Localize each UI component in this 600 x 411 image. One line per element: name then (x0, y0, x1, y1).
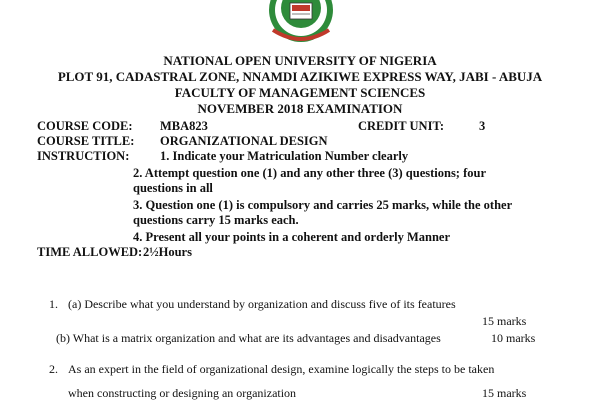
question-2-number: 2. (49, 362, 58, 376)
credit-unit-label: CREDIT UNIT: (358, 119, 445, 133)
question-1a-marks: 15 marks (482, 314, 527, 328)
instruction-3b: questions carry 15 marks each. (133, 213, 299, 227)
instruction-3a: 3. Question one (1) is compulsory and carries 25 marks, while the other (133, 198, 513, 212)
question-1b-marks: 10 marks (491, 331, 536, 345)
course-title-value: ORGANIZATIONAL DESIGN (160, 134, 328, 148)
question-1b-text: (b) What is a matrix organization and what are its advantages and disadvantages (56, 331, 441, 345)
instruction-4: 4. Present all your points in a coherent and orderly Manner (133, 230, 451, 244)
faculty-name: FACULTY OF MANAGEMENT SCIENCES (174, 85, 426, 100)
exam-title: NOVEMBER 2018 EXAMINATION (197, 101, 403, 116)
university-name: NATIONAL OPEN UNIVERSITY OF NIGERIA (163, 53, 437, 68)
credit-unit-value: 3 (479, 119, 486, 133)
time-allowed-label: TIME ALLOWED: (37, 245, 143, 259)
question-2-line-1: As an expert in the field of organizational design, examine logically the steps to be taken (68, 362, 495, 376)
time-allowed-value: 2½Hours (143, 245, 192, 259)
question-2-marks: 15 marks (482, 386, 527, 400)
instruction-2b: questions in all (133, 181, 213, 195)
question-1a-text: (a) Describe what you understand by organization and discuss five of its features (68, 297, 456, 311)
instruction-2a: 2. Attempt question one (1) and any other three (3) questions; four (133, 166, 487, 180)
university-logo (251, 0, 351, 50)
university-address: PLOT 91, CADASTRAL ZONE, NNAMDI AZIKIWE EXPRESS WAY, JABI - ABUJA (57, 69, 543, 84)
instruction-1: 1. Indicate your Matriculation Number clearly (160, 149, 409, 163)
course-code-label: COURSE CODE: (37, 119, 133, 133)
instruction-label: INSTRUCTION: (37, 149, 130, 163)
question-2-line-2: when constructing or designing an organization (68, 386, 297, 400)
course-code-value: MBA823 (160, 119, 208, 133)
question-1-number: 1. (49, 297, 58, 311)
course-title-label: COURSE TITLE: (37, 134, 135, 148)
